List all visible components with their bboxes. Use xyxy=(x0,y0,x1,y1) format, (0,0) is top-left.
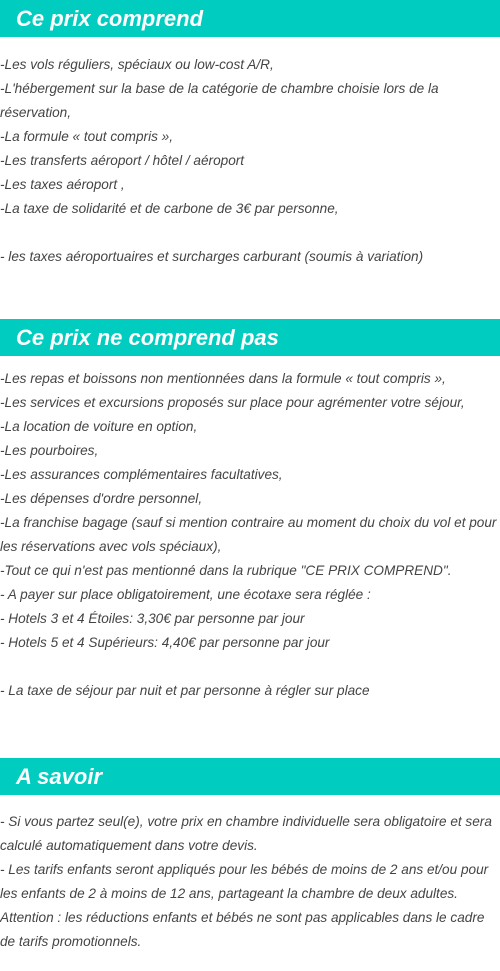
list-item: -Les vols réguliers, spéciaux ou low-cost A/R, xyxy=(0,57,274,72)
list-item: -La franchise bagage (sauf si mention contraire au moment du choix du vol et pour les réservations avec vols spéciaux), xyxy=(0,515,497,554)
section-title-not-included: Ce prix ne comprend pas xyxy=(0,319,500,356)
list-item: -La formule « tout compris », xyxy=(0,129,174,144)
list-item: -Les taxes aéroport , xyxy=(0,177,125,192)
to-know-list xyxy=(0,795,500,954)
list-item: - Hotels 5 et 4 Supérieurs: 4,40€ par personne par jour xyxy=(0,635,330,650)
list-item: - A payer sur place obligatoirement, une écotaxe sera réglée : xyxy=(0,587,371,602)
list-item: Attention : les réductions enfants et bébés ne sont pas applicables dans le cadre de tarifs promotionnels. xyxy=(0,910,485,949)
included-list xyxy=(0,37,500,269)
list-spacer xyxy=(0,655,500,679)
section-title-to-know: A savoir xyxy=(0,758,500,795)
list-item: -La taxe de solidarité et de carbone de 3€ par personne, xyxy=(0,201,339,216)
list-item: -Les services et excursions proposés sur place pour agrémenter votre séjour, xyxy=(0,395,465,410)
list-spacer xyxy=(0,221,500,245)
list-item: -Tout ce qui n'est pas mentionné dans la rubrique "CE PRIX COMPREND". xyxy=(0,563,452,578)
list-item: - les taxes aéroportuaires et surcharges carburant (soumis à variation) xyxy=(0,249,424,264)
list-item: -Les dépenses d'ordre personnel, xyxy=(0,491,203,506)
list-item: -La location de voiture en option, xyxy=(0,419,198,434)
list-item: - Hotels 3 et 4 Étoiles: 3,30€ par personne par jour xyxy=(0,611,305,626)
list-item: - La taxe de séjour par nuit et par personne à régler sur place xyxy=(0,683,370,698)
list-item: -L'hébergement sur la base de la catégorie de chambre choisie lors de la réservation, xyxy=(0,81,439,120)
list-item: -Les assurances complémentaires facultatives, xyxy=(0,467,283,482)
list-item: -Les pourboires, xyxy=(0,443,99,458)
list-item: - Si vous partez seul(e), votre prix en chambre individuelle sera obligatoire et sera calculé automatiquement dans votre devis. xyxy=(0,814,492,853)
list-item: -Les repas et boissons non mentionnées dans la formule « tout compris », xyxy=(0,371,446,386)
not-included-list xyxy=(0,356,500,703)
list-item: - Les tarifs enfants seront appliqués pour les bébés de moins de 2 ans et/ou pour les enfants de 2 à moins de 12 ans, partageant la chambre de deux adultes. xyxy=(0,862,489,901)
section-title-included: Ce prix comprend xyxy=(0,0,500,37)
list-item: -Les transferts aéroport / hôtel / aéroport xyxy=(0,153,245,168)
